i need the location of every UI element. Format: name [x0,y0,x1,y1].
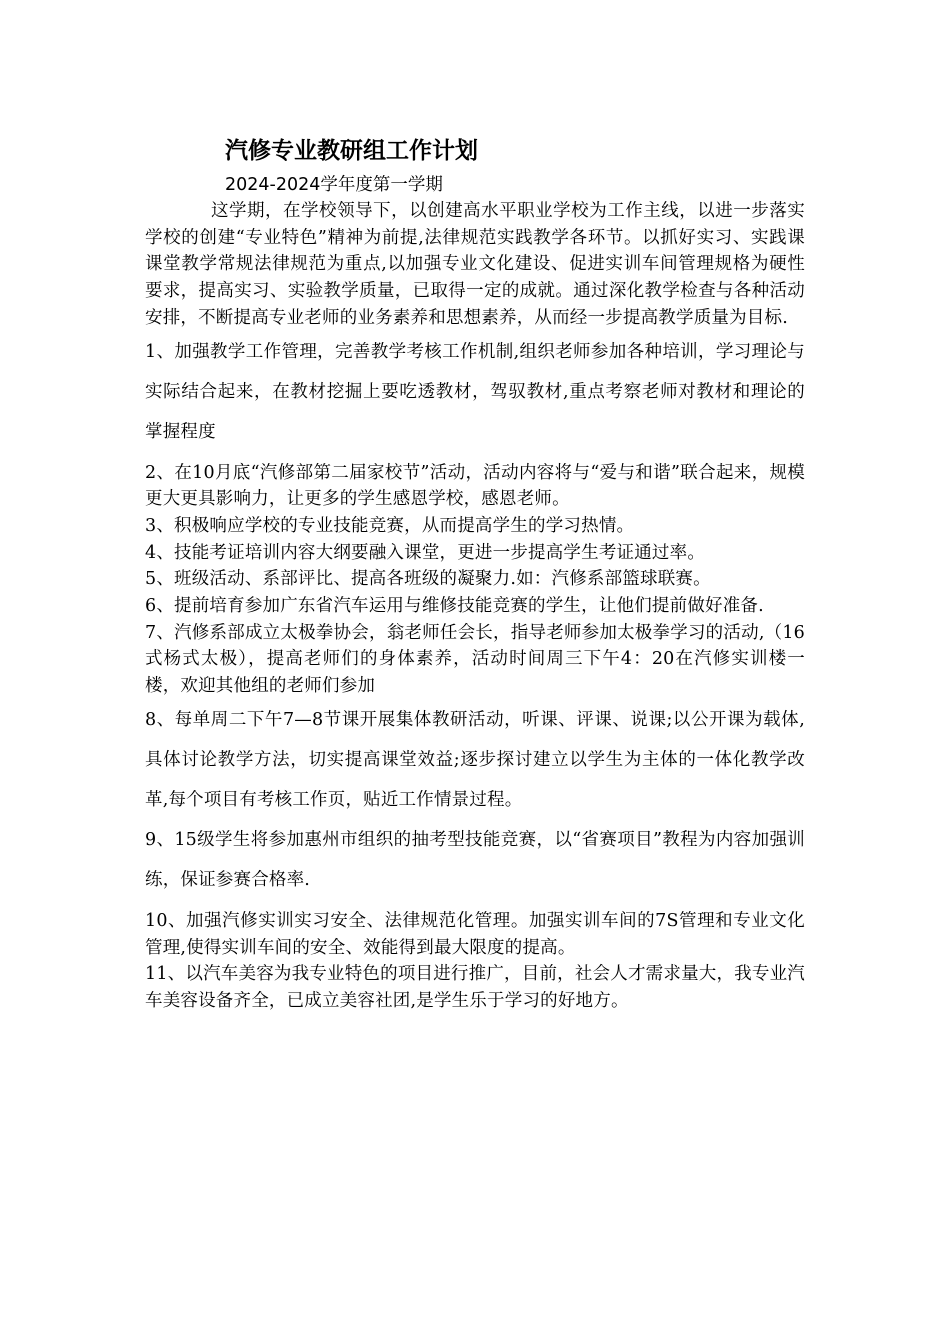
plan-item-10: 10、加强汽修实训实习安全、法律规范化管理。加强实训车间的7S管理和专业文化管理,使得实训车间的安全、效能得到最大限度的提高。 [145,910,805,958]
document-subtitle: 2024-2024学年度第一学期 [225,175,443,195]
document-title: 汽修专业教研组工作计划 [225,138,478,164]
plan-item-5: 5、班级活动、系部评比、提高各班级的凝聚力.如：汽修系部篮球联赛。 [145,569,711,590]
document-body [145,134,805,1015]
plan-item-11: 11、以汽车美容为我专业特色的项目进行推广，目前，社会人才需求量大，我专业汽车美容设备齐全，已成立美容社团,是学生乐于学习的好地方。 [145,964,805,1011]
plan-item-9: 9、15级学生将参加惠州市组织的抽考型技能竞赛，以“省赛项目”教程为内容加强训练，保证参赛合格率. [145,829,805,890]
plan-item-3: 3、积极响应学校的专业技能竞赛，从而提高学生的学习热情。 [145,515,635,536]
plan-item-6: 6、提前培育参加广东省汽车运用与维修技能竞赛的学生，让他们提前做好准备. [145,596,764,617]
plan-item-2: 2、在10月底“汽修部第二届家校节”活动，活动内容将与“爱与和谐”联合起来，规模更大更具影响力，让更多的学生感恩学校，感恩老师。 [145,462,805,510]
plan-item-7: 7、汽修系部成立太极拳协会，翁老师任会长，指导老师参加太极拳学习的活动,（16式杨式太极），提高老师们的身体素养，活动时间周三下午4：20在汽修实训楼一楼，欢迎其他组的老师们参加 [145,622,805,697]
plan-item-8: 8、每单周二下午7—8节课开展集体教研活动，听课、评课、说课;以公开课为载体,具体讨论教学方法，切实提高课堂效益;逐步探讨建立以学生为主体的一体化教学改革,每个项目有考核工作页，贴近工作情景过程。 [145,709,805,810]
plan-item-4: 4、技能考证培训内容大纲要融入课堂，更进一步提高学生考证通过率。 [145,542,706,563]
plan-item-1: 1、加强教学工作管理，完善教学考核工作机制,组织老师参加各种培训，学习理论与实际结合起来，在教材挖掘上要吃透教材，驾驭教材,重点考察老师对教材和理论的掌握程度 [145,341,805,442]
intro-paragraph: 这学期，在学校领导下，以创建高水平职业学校为工作主线，以进一步落实学校的创建“专业特色”精神为前提,法律规范实践教学各环节。以抓好实习、实践课课堂教学常规法律规范为重点,以加强专业文化建设、促进实训车间管理规格为硬性要求，提高实习、实验教学质量，已取得一定的成就。通过深化教学检查与各种活动安排，不断提高专业老师的业务素养和思想素养，从而经一步提高教学质量为目标. [145,201,805,328]
